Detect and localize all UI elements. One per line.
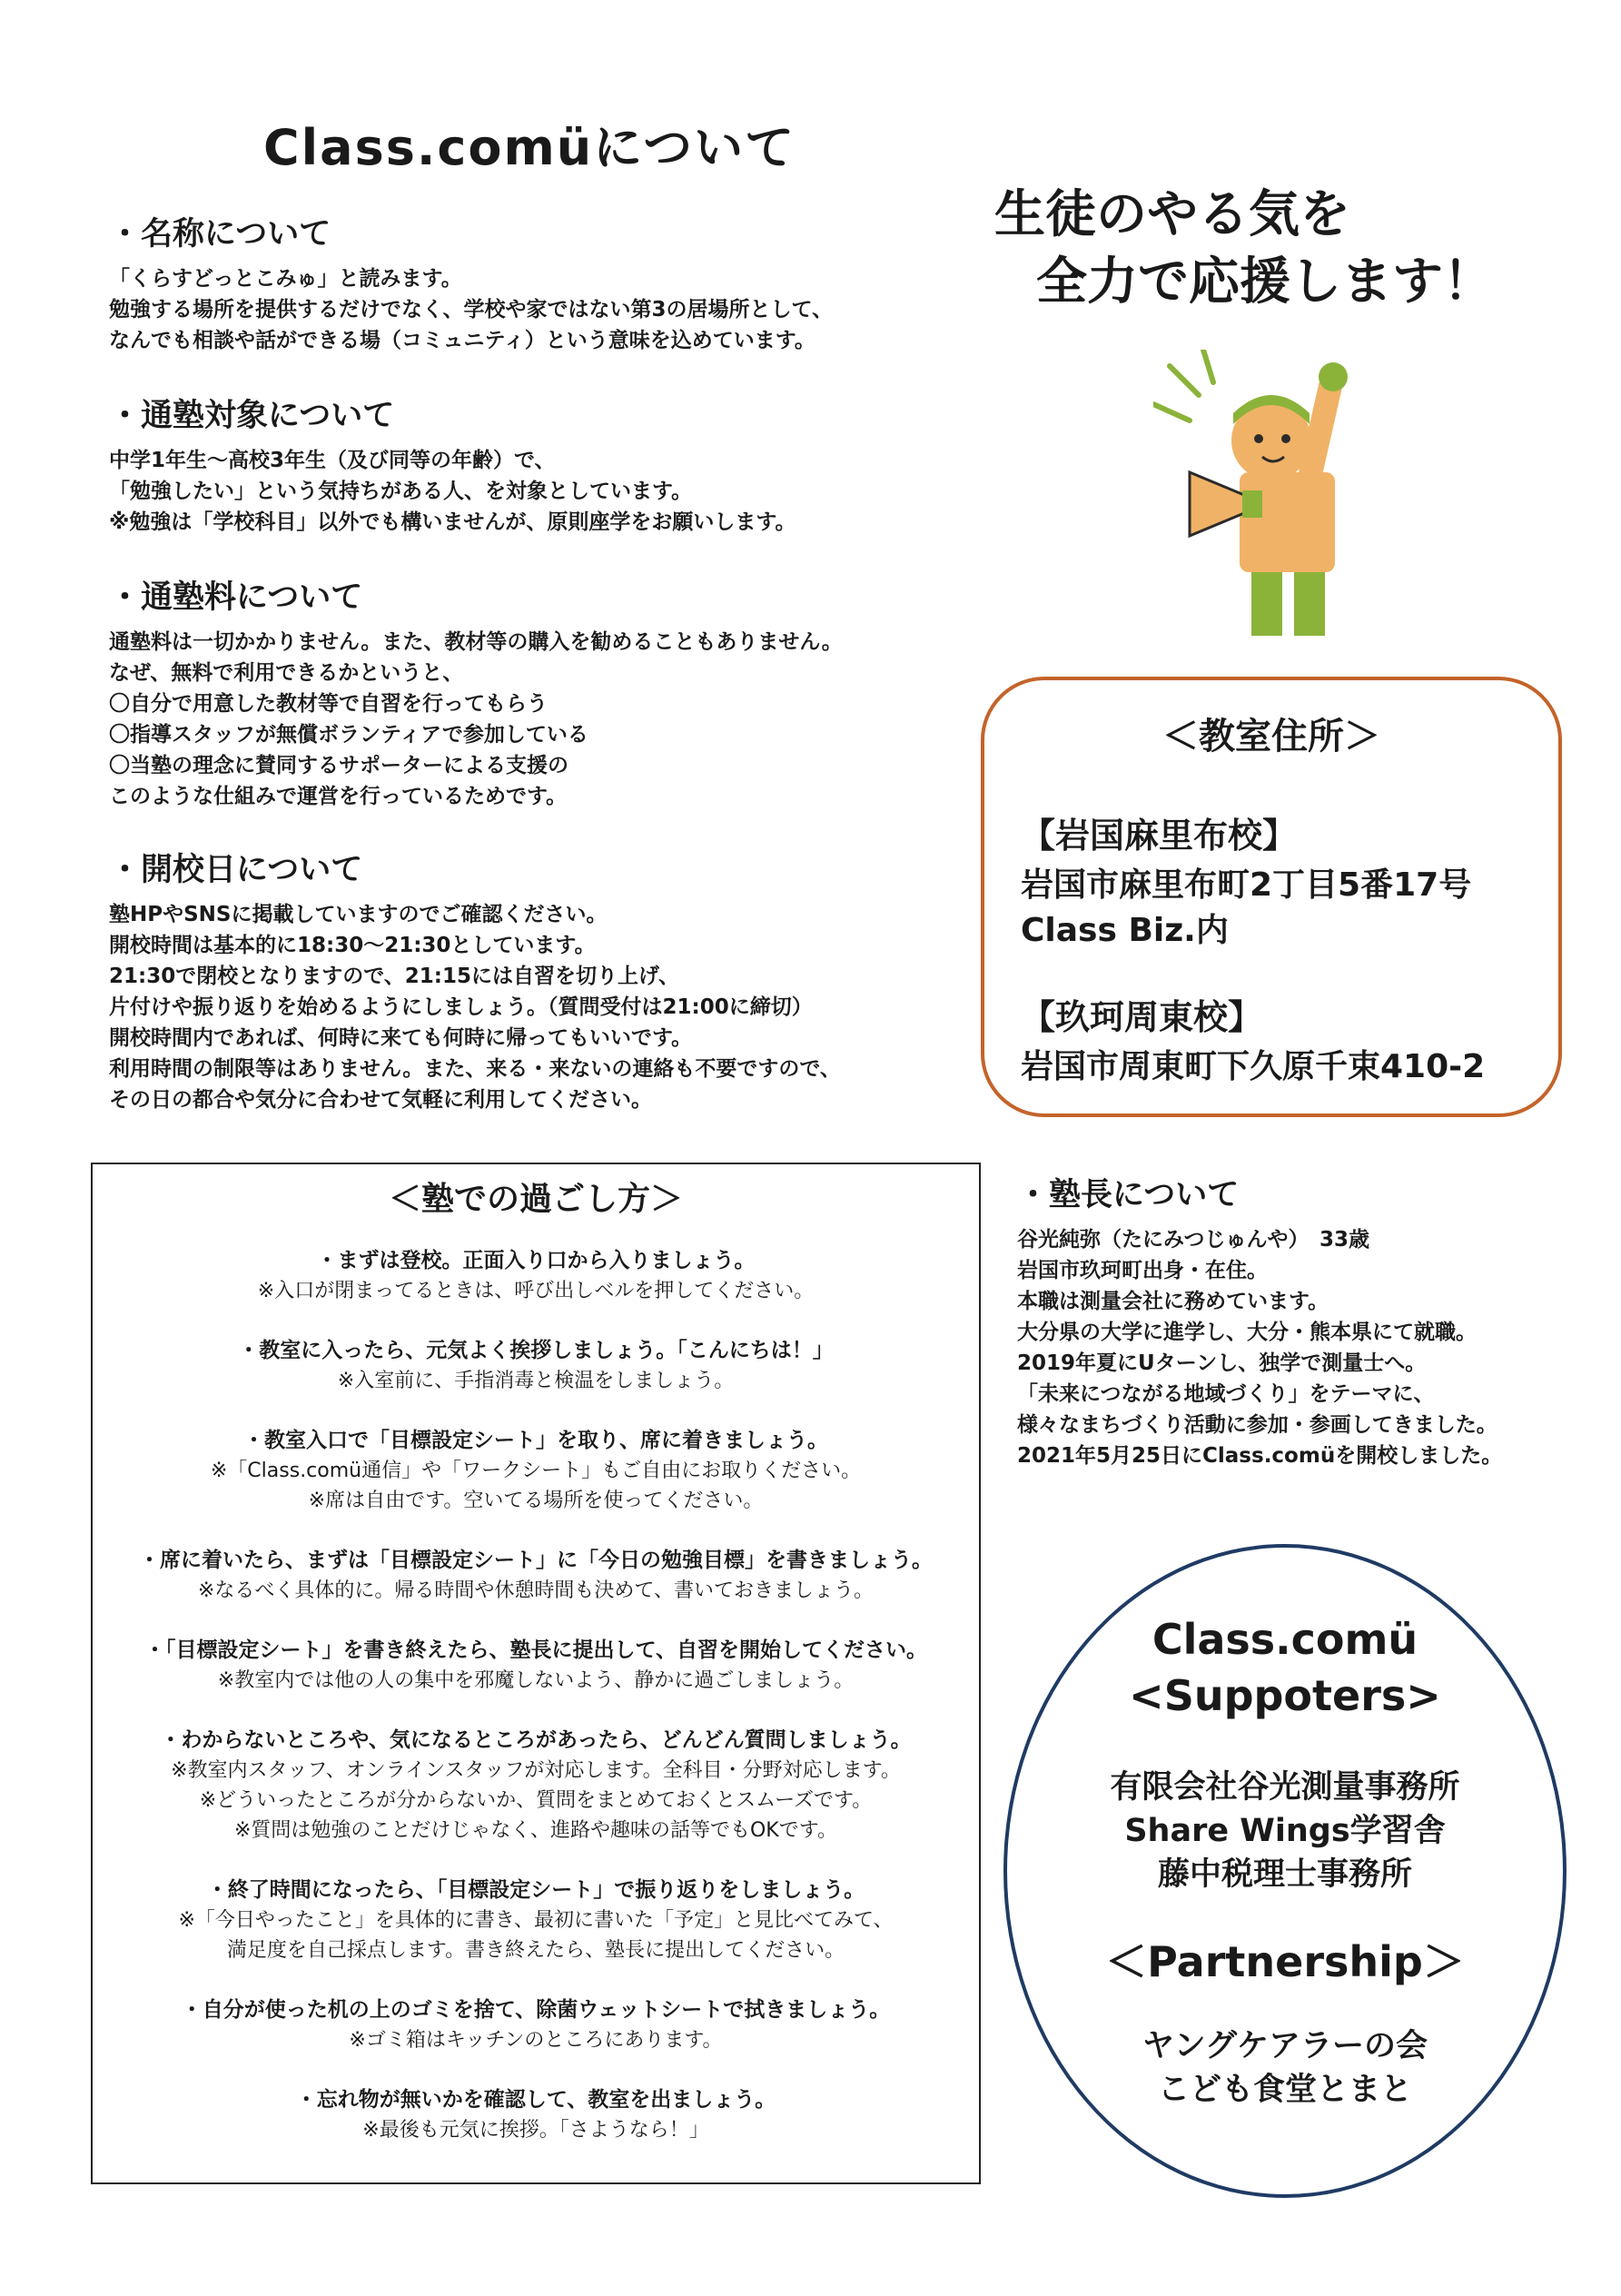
section-line: なんでも相談や話ができる場（コミュニティ）という意味を込めています。: [109, 329, 815, 352]
tip-item: [93, 1636, 979, 1696]
section-name: [109, 209, 944, 356]
slogan-line-2: 全力で応援します！: [1036, 252, 1494, 312]
section-line: 塾HPやSNSに掲載していますのでご確認ください。: [109, 903, 608, 926]
partners-list: [1007, 2024, 1563, 2112]
tip-note: ※入室前に、手指消毒と検温をしましょう。: [337, 1370, 735, 1392]
head-teacher-section: [1017, 1170, 1598, 1471]
tip-item: [93, 1336, 979, 1396]
section-line: 「くらすどっとこみゅ」と読みます。: [109, 267, 462, 291]
tip-note: ※席は自由です。空いてる場所を使ってください。: [308, 1489, 764, 1512]
partner-name: こども食堂とまと: [1157, 2072, 1412, 2108]
section-line: 開校時間内であれば、何時に来ても何時に帰ってもいいです。: [109, 1026, 693, 1050]
section-heading: ・名称について: [109, 216, 331, 252]
supporters-brand: [1007, 1611, 1563, 1724]
partner-name: ヤングケアラーの会: [1142, 2028, 1428, 2064]
tip-note: ※なるべく具体的に。帰る時間や休憩時間も決めて、書いておきましょう。: [198, 1579, 874, 1602]
tip-main: ・席に着いたら、まずは「目標設定シート」に「今日の勉強目標」を書きましょう。: [139, 1549, 933, 1572]
supporters-heading: <Suppoters>: [1129, 1671, 1441, 1720]
section-line: 〇自分で用意した教材等で自習を行ってもらう: [109, 692, 548, 716]
section-line: 様々なまちづくり活動に参加・参画してきました。: [1017, 1413, 1497, 1437]
page-title: Class.comüについて: [263, 119, 796, 176]
section-line: 大分県の大学に進学し、大分・熊本県にて就職。: [1017, 1321, 1477, 1344]
campus-name: 【玖珂周東校】: [1021, 997, 1263, 1037]
tip-item: [93, 1995, 979, 2055]
section-line: 「勉強したい」という気持ちがある人、を対象としています。: [109, 480, 693, 503]
campus-name: 【岩国麻里布校】: [1021, 816, 1298, 856]
brand-name: Class.comü: [1152, 1615, 1418, 1664]
supporter-name: 藤中税理士事務所: [1157, 1856, 1412, 1893]
tip-item: [93, 1246, 979, 1306]
tips-title: ＜塾での過ごし方＞: [388, 1181, 683, 1218]
tip-note: ※質問は勉強のことだけじゃなく、進路や趣味の話等でもOKです。: [234, 1819, 837, 1842]
section-line: 〇当塾の理念に賛同するサポーターによる支援の: [109, 754, 568, 777]
tips-list: [93, 1246, 979, 2175]
tip-main: ・わからないところや、気になるところがあったら、どんどん質問しましょう。: [160, 1728, 912, 1752]
campus-address: Class Biz.内: [1021, 912, 1229, 949]
section-line: 21:30で閉校となりますので、21:15には自習を切り上げ、: [109, 965, 680, 988]
section-line: 〇指導スタッフが無償ボランティアで参加している: [109, 723, 588, 747]
slogan: [994, 182, 1557, 316]
tip-item: [93, 1726, 979, 1846]
section-line: なぜ、無料で利用できるかというと、: [109, 661, 464, 685]
tip-item: [93, 2085, 979, 2145]
tip-note: ※教室内スタッフ、オンラインスタッフが対応します。全科目・分野対応します。: [171, 1759, 901, 1782]
supporters-circle: [1003, 1544, 1567, 2198]
section-line: 通塾料は一切かかりません。また、教材等の購入を勧めることもありません。: [109, 630, 843, 654]
campus-shuto: [1021, 989, 1485, 1090]
tip-item: [93, 1546, 979, 1606]
section-line: 利用時間の制限等はありません。また、来る・来ないの連絡も不要ですので、: [109, 1057, 841, 1081]
section-line: 開校時間は基本的に18:30～21:30としています。: [109, 934, 596, 957]
tip-main: ・終了時間になったら、「目標設定シート」で振り返りをしましょう。: [206, 1878, 865, 1902]
tip-main: ・「目標設定シート」を書き終えたら、塾長に提出して、自習を開始してください。: [143, 1638, 928, 1662]
tip-item: [93, 1875, 979, 1965]
cheering-megaphone-icon: [1153, 350, 1362, 640]
supporter-name: 有限会社谷光測量事務所: [1110, 1769, 1460, 1806]
tip-main: ・まずは登校。正面入り口から入りましょう。: [316, 1249, 756, 1272]
section-line: 中学1年生～高校3年生（及び同等の年齢）で、: [109, 449, 556, 472]
partnership-heading: ＜Partnership＞: [1105, 1937, 1465, 1986]
section-line: ※勉強は「学校科目」以外でも構いませんが、原則座学をお願いします。: [109, 510, 796, 534]
tip-note: ※最後も元気に挨拶。「さようなら！」: [362, 2119, 709, 2142]
section-line: 「未来につながる地域づくり」をテーマに、: [1017, 1382, 1435, 1406]
tip-main: ・教室に入ったら、元気よく挨拶しましょう。「こんにちは！」: [238, 1339, 834, 1362]
campus-address: 岩国市周東町下久原千束410-2: [1021, 1048, 1486, 1085]
supporter-name: Share Wings学習舎: [1124, 1813, 1446, 1849]
section-schedule: [109, 845, 944, 1115]
section-heading: ・通塾料について: [109, 579, 363, 616]
slogan-line-1: 生徒のやる気を: [994, 185, 1350, 244]
tip-note: ※「今日やったこと」を具体的に書き、最初に書いた「予定」と見比べてみて、: [178, 1909, 894, 1932]
address-box: [981, 677, 1562, 1117]
section-line: 勉強する場所を提供するだけでなく、学校や家ではない第3の居場所として、: [109, 298, 834, 322]
tip-main: ・忘れ物が無いかを確認して、教室を出ましょう。: [295, 2088, 776, 2112]
section-fee: [109, 572, 944, 812]
section-heading: ・塾長について: [1017, 1177, 1240, 1213]
section-target: [109, 391, 944, 538]
tip-main: ・自分が使った机の上のゴミを捨て、除菌ウェットシートで拭きましょう。: [181, 1998, 891, 2022]
tip-note: ※「Class.comü通信」や「ワークシート」もご自由にお取りください。: [210, 1460, 862, 1482]
campus-address: 岩国市麻里布町2丁目5番17号: [1021, 866, 1472, 904]
section-heading: ・通塾対象について: [109, 398, 395, 434]
section-line: このような仕組みで運営を行っているためです。: [109, 785, 568, 808]
address-title: ＜教室住所＞: [1162, 716, 1380, 757]
section-line: 岩国市玖珂町出身・在住。: [1017, 1259, 1268, 1282]
section-line: 谷光純弥（たにみつじゅんや） 33歳: [1017, 1228, 1370, 1252]
section-line: 片付けや振り返りを始めるようにしましょう。（質問受付は21:00に締切）: [109, 995, 813, 1019]
section-heading: ・開校日について: [109, 852, 363, 888]
section-line: 2019年夏にUターンし、独学で測量士へ。: [1017, 1351, 1427, 1375]
campus-marifu: [1021, 807, 1471, 954]
supporters-list: [1007, 1766, 1563, 1896]
tips-box: [91, 1163, 981, 2184]
tip-item: [93, 1426, 979, 1516]
tip-note: ※入口が閉まってるときは、呼び出しベルを押してください。: [257, 1280, 815, 1302]
section-line: 本職は測量会社に務めています。: [1017, 1290, 1329, 1313]
section-line: その日の都合や気分に合わせて気軽に利用してください。: [109, 1088, 652, 1112]
tip-note: ※どういったところが分からないか、質問をまとめておくとスムーズです。: [199, 1789, 873, 1812]
tip-note: ※教室内では他の人の集中を邪魔しないよう、静かに過ごしましょう。: [217, 1669, 855, 1692]
tip-main: ・教室入口で「目標設定シート」を取り、席に着きましょう。: [243, 1429, 828, 1452]
tip-note: ※ゴミ箱はキッチンのところにあります。: [349, 2029, 723, 2052]
tip-note: 満足度を自己採点します。書き終えたら、塾長に提出してください。: [226, 1939, 845, 1962]
section-line: 2021年5月25日にClass.comüを開校しました。: [1017, 1444, 1503, 1468]
